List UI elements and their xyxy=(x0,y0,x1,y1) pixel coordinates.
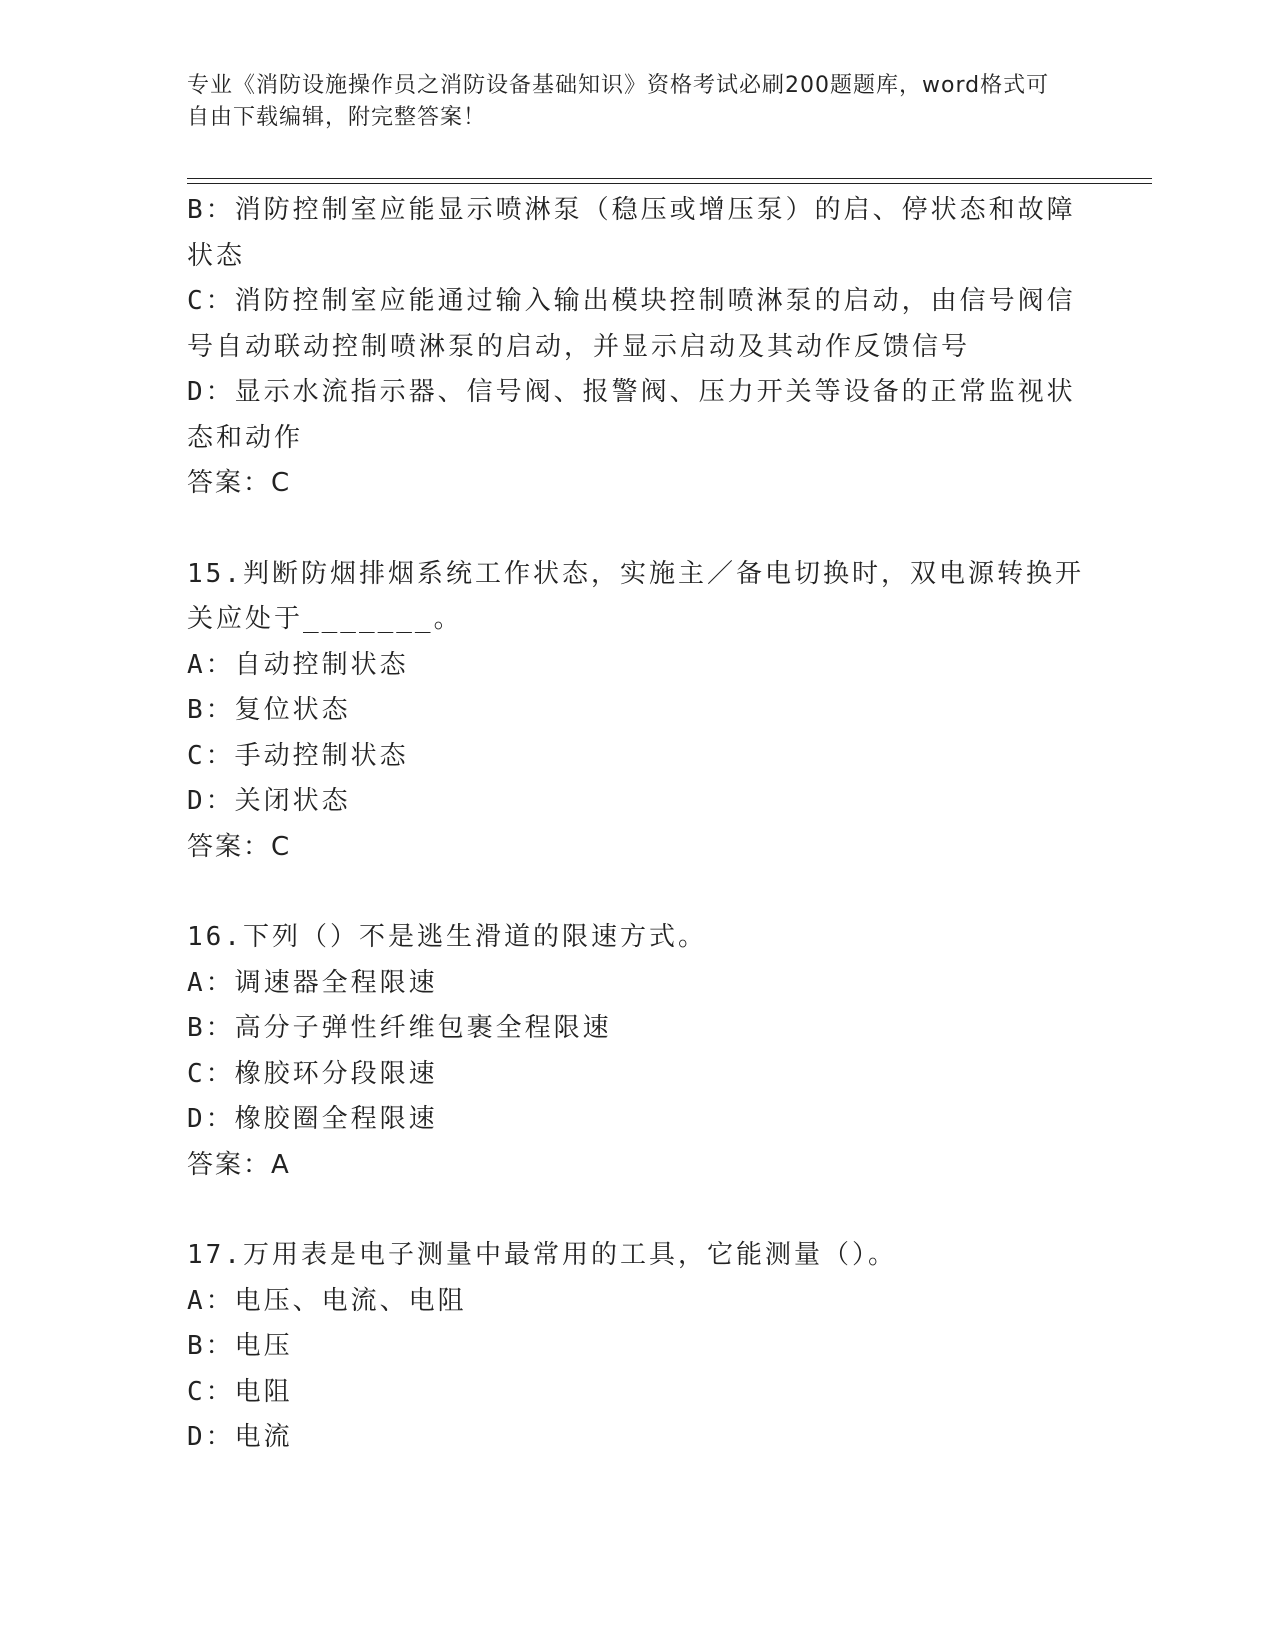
question-text: 关应处于_______。 xyxy=(187,604,463,634)
header-rule-top xyxy=(187,178,1152,179)
option-b: B：复位状态 xyxy=(187,695,351,725)
question-block-16 xyxy=(187,915,1087,1188)
option-b: B：高分子弹性纤维包裹全程限速 xyxy=(187,1013,612,1043)
question-block-15 xyxy=(187,552,1087,871)
option-line: D：显示水流指示器、信号阀、报警阀、压力开关等设备的正常监视状 xyxy=(187,377,1076,407)
option-line: B：消防控制室应能显示喷淋泵（稳压或增压泵）的启、停状态和故障 xyxy=(187,195,1076,225)
answer-line: 答案：C xyxy=(187,468,292,498)
question-text: 17.万用表是电子测量中最常用的工具，它能测量（）。 xyxy=(187,1240,897,1270)
option-line: 态和动作 xyxy=(187,422,304,453)
question-text: 16.下列（）不是逃生滑道的限速方式。 xyxy=(187,922,707,952)
option-d: D：橡胶圈全程限速 xyxy=(187,1104,438,1134)
block-spacer xyxy=(187,870,1087,915)
option-c: C：电阻 xyxy=(187,1376,293,1407)
answer-line: 答案：C xyxy=(187,831,292,862)
question-block-17 xyxy=(187,1233,1087,1461)
option-a: A：电压、电流、电阻 xyxy=(187,1285,467,1316)
answer-line: 答案：A xyxy=(187,1149,291,1180)
block-spacer xyxy=(187,1188,1087,1233)
option-c: C：橡胶环分段限速 xyxy=(187,1058,438,1089)
option-c: C：手动控制状态 xyxy=(187,740,409,771)
block-spacer xyxy=(187,507,1087,552)
option-a: A：调速器全程限速 xyxy=(187,967,438,998)
option-line: 状态 xyxy=(187,240,246,271)
option-a: A：自动控制状态 xyxy=(187,649,409,680)
question-block-14 xyxy=(187,188,1087,507)
option-line: 号自动联动控制喷淋泵的启动，并显示启动及其动作反馈信号 xyxy=(187,331,971,362)
question-text: 15.判断防烟排烟系统工作状态，实施主／备电切换时，双电源转换开 xyxy=(187,558,1084,589)
question-content xyxy=(187,188,1087,1461)
option-b: B：电压 xyxy=(187,1331,293,1361)
option-d: D：电流 xyxy=(187,1422,293,1452)
option-line: C：消防控制室应能通过输入输出模块控制喷淋泵的启动，由信号阀信 xyxy=(187,286,1076,316)
document-header-title: 专业《消防设施操作员之消防设备基础知识》资格考试必刷200题题库，word格式可自由下载编辑，附完整答案！ xyxy=(187,73,1050,130)
option-d: D：关闭状态 xyxy=(187,786,351,816)
header-rule-bottom xyxy=(187,183,1152,184)
